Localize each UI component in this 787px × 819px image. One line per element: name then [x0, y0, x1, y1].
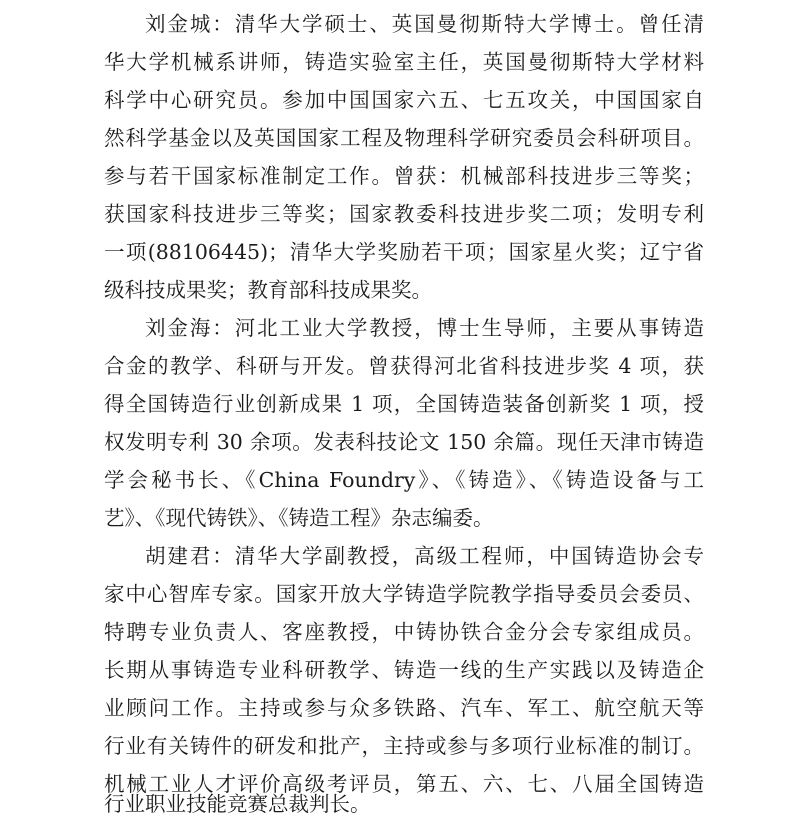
- text-line: 艺》、《现代铸铁》、《铸造工程》杂志编委。: [104, 506, 494, 530]
- text-line: 一项(88106445)；清华大学奖励若干项；国家星火奖；辽宁省: [104, 240, 704, 264]
- text-line: 特聘专业负责人、客座教授，中铸协铁合金分会专家组成员。: [104, 620, 704, 644]
- text-line: 刘金海：河北工业大学教授，博士生导师，主要从事铸造: [145, 316, 704, 340]
- text-line: 行业职业技能竞赛总裁判长。: [104, 792, 371, 816]
- text-line: 机械工业人才评价高级考评员，第五、六、七、八届全国铸造: [104, 772, 704, 796]
- text-line: 胡建君：清华大学副教授，高级工程师，中国铸造协会专: [145, 544, 704, 568]
- text-line: 获国家科技进步三等奖；国家教委科技进步奖二项；发明专利: [104, 202, 704, 226]
- text-line: 华大学机械系讲师，铸造实验室主任，英国曼彻斯特大学材料: [104, 50, 704, 74]
- text-line: 业顾问工作。主持或参与众多铁路、汽车、军工、航空航天等: [104, 696, 704, 720]
- text-line: 权发明专利 30 余项。发表科技论文 150 余篇。现任天津市铸造: [104, 430, 704, 454]
- text-line: 行业有关铸件的研发和批产，主持或参与多项行业标准的制订。: [104, 734, 704, 758]
- text-line: 参与若干国家标准制定工作。曾获：机械部科技进步三等奖；: [104, 164, 704, 188]
- text-line: 然科学基金以及英国国家工程及物理科学研究委员会科研项目。: [104, 126, 704, 150]
- text-line: 学会秘书长、《China Foundry》、《铸造》、《铸造设备与工: [104, 468, 704, 492]
- text-line: 合金的教学、科研与开发。曾获得河北省科技进步奖 4 项，获: [104, 354, 704, 378]
- text-line: 长期从事铸造专业科研教学、铸造一线的生产实践以及铸造企: [104, 658, 704, 682]
- text-line: 刘金城：清华大学硕士、英国曼彻斯特大学博士。曾任清: [145, 12, 704, 36]
- text-line: 科学中心研究员。参加中国国家六五、七五攻关，中国国家自: [104, 88, 704, 112]
- text-line: 得全国铸造行业创新成果 1 项，全国铸造装备创新奖 1 项，授: [104, 392, 704, 416]
- text-line: 级科技成果奖；教育部科技成果奖。: [104, 278, 432, 302]
- text-line: 家中心智库专家。国家开放大学铸造学院教学指导委员会委员、: [104, 582, 704, 606]
